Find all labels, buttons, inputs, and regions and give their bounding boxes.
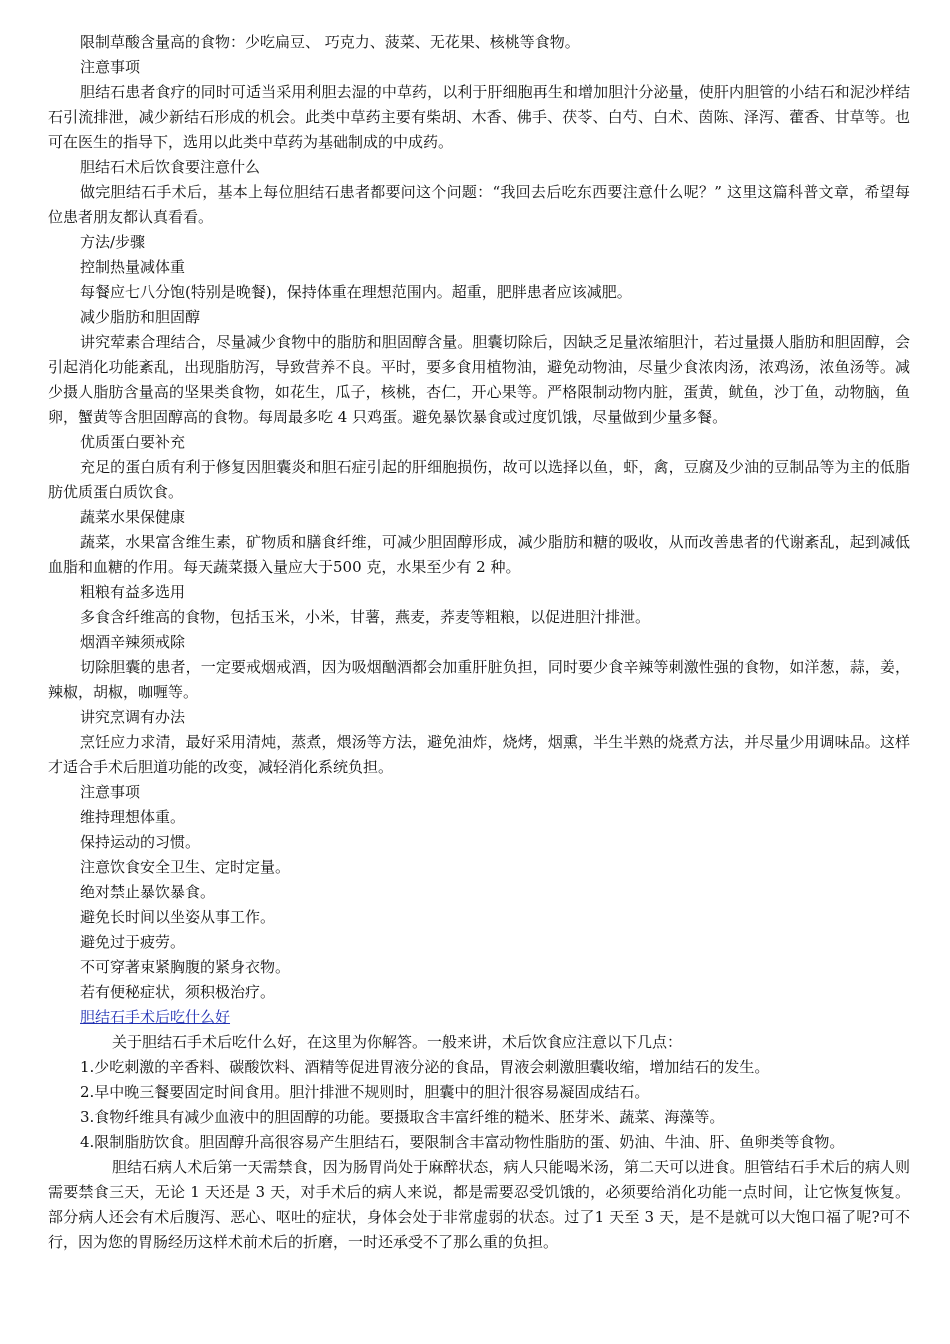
paragraph: 烹饪应力求清，最好采用清炖，蒸煮，煨汤等方法，避免油炸，烧烤，烟熏，半生半熟的烧煮方法，并尽量少用调味品。这样才适合手术后胆道功能的改变，减轻消化系统负担。 — [48, 733, 910, 776]
section-heading: 粗粮有益多选用 — [80, 583, 186, 601]
section-heading: 控制热量减体重 — [80, 258, 186, 276]
list-item: 不可穿著束紧胸腹的紧身衣物。 — [80, 958, 291, 976]
section-heading: 方法/步骤 — [80, 233, 146, 251]
paragraph: 蔬菜，水果富含维生素，矿物质和膳食纤维，可减少胆固醇形成，减少脂肪和糖的吸收，从而改善患者的代谢紊乱，起到减低血脂和血糖的作用。每天蔬菜摄入量应大于500 克，水果至少有 2 种。 — [48, 533, 910, 576]
list-item: 4.限制脂肪饮食。胆固醇升高很容易产生胆结石，要限制含丰富动物性脂肪的蛋、奶油、牛油、肝、鱼卵类等食物。 — [80, 1133, 845, 1151]
section-heading: 蔬菜水果保健康 — [80, 508, 186, 526]
paragraph: 多食含纤维高的食物，包括玉米，小米，甘薯，燕麦，荞麦等粗粮，以促进胆汁排泄。 — [80, 608, 651, 626]
paragraph: 每餐应七八分饱(特别是晚餐)，保持体重在理想范围内。超重，肥胖患者应该减肥。 — [80, 283, 632, 301]
list-item: 维持理想体重。 — [80, 808, 186, 826]
list-item: 2.早中晚三餐要固定时间食用。胆汁排泄不规则时，胆囊中的胆汁很容易凝固成结石。 — [80, 1083, 650, 1101]
section-heading: 讲究烹调有办法 — [80, 708, 186, 726]
list-item: 避免过于疲劳。 — [80, 933, 186, 951]
list-item: 绝对禁止暴饮暴食。 — [80, 883, 216, 901]
notes-list — [48, 805, 910, 1005]
list-item: 1.少吃刺激的辛香料、碳酸饮料、酒精等促进胃液分泌的食品，胃液会刺激胆囊收缩，增加结石的发生。 — [80, 1058, 770, 1076]
paragraph: 限制草酸含量高的食物：少吃扁豆、 巧克力、菠菜、无花果、核桃等食物。 — [80, 33, 580, 51]
paragraph: 关于胆结石手术后吃什么好，在这里为你解答。一般来讲，术后饮食应注意以下几点： — [112, 1033, 683, 1051]
section-heading: 注意事项 — [80, 58, 141, 76]
section-heading: 减少脂肪和胆固醇 — [80, 308, 201, 326]
paragraph: 胆结石患者食疗的同时可适当采用利胆去湿的中草药，以利于肝细胞再生和增加胆汁分泌量，使肝内胆管的小结石和泥沙样结石引流排泄，减少新结石形成的机会。此类中草药主要有柴胡、木香、佛手、茯苓、白芍、白术、茵陈、泽泻、藿香、甘草等。也可在医生的指导下，选用以此类中草药为基础制成的中成药。 — [48, 83, 910, 151]
paragraph: 讲究荤素合理结合，尽量减少食物中的脂肪和胆固醇含量。胆囊切除后，因缺乏足量浓缩胆汁，若过量摄人脂肪和胆固醇，会引起消化功能紊乱，出现脂肪泻，导致营养不良。平时，要多食用植物油，避免动物油，尽量少食浓肉汤，浓鸡汤，浓鱼汤等。减少摄人脂肪含量高的坚果类食物，如花生，瓜子，核桃，杏仁，开心果等。严格限制动物内脏，蛋黄，鱿鱼，沙丁鱼，动物脑，鱼卵，蟹黄等含胆固醇高的食物。每周最多吃 4 只鸡蛋。避免暴饮暴食或过度饥饿，尽量做到少量多餐。 — [48, 333, 910, 426]
list-item: 避免长时间以坐姿从事工作。 — [80, 908, 276, 926]
section-heading: 胆结石术后饮食要注意什么 — [80, 158, 261, 176]
paragraph: 充足的蛋白质有利于修复因胆囊炎和胆石症引起的肝细胞损伤，故可以选择以鱼，虾，禽，豆腐及少油的豆制品等为主的低脂肪优质蛋白质饮食。 — [48, 458, 910, 501]
list-item: 若有便秘症状，须积极治疗。 — [80, 983, 276, 1001]
paragraph: 胆结石病人术后第一天需禁食，因为肠胃尚处于麻醉状态，病人只能喝米汤，第二天可以进食。胆管结石手术后的病人则需要禁食三天，无论 1 天还是 3 天，对手术后的病人来说，都是需要忍受饥饿的，必须要给消化功能一点时间，让它恢复恢复。部分病人还会有术后腹泻、恶心、呕吐的症状，身体会处于非常虚弱的状态。过了1 天至 3 天，是不是就可以大饱口福了呢?可不行，因为您的胃肠经历这样术前术后的折磨，一时还承受不了那么重的负担。 — [48, 1158, 910, 1251]
article-link[interactable]: 胆结石手术后吃什么好 — [80, 1008, 231, 1026]
section-heading: 优质蛋白要补充 — [80, 433, 186, 451]
paragraph: 做完胆结石手术后，基本上每位胆结石患者都要问这个问题：“我回去后吃东西要注意什么呢？” 这里这篇科普文章，希望每位患者朋友都认真看看。 — [48, 183, 910, 226]
list-item: 3.食物纤维具有减少血液中的胆固醇的功能。要摄取含丰富纤维的糙米、胚芽米、蔬菜、海藻等。 — [80, 1108, 725, 1126]
article-link-row — [48, 1005, 910, 1030]
points-list — [48, 1055, 910, 1155]
section-heading: 烟酒辛辣须戒除 — [80, 633, 186, 651]
paragraph: 切除胆囊的患者，一定要戒烟戒酒，因为吸烟酗酒都会加重肝脏负担，同时要少食辛辣等刺激性强的食物，如洋葱，蒜，姜，辣椒，胡椒，咖喱等。 — [48, 658, 910, 701]
document-page — [48, 30, 910, 1255]
list-item: 注意饮食安全卫生、定时定量。 — [80, 858, 291, 876]
list-item: 保持运动的习惯。 — [80, 833, 201, 851]
section-heading: 注意事项 — [80, 783, 141, 801]
